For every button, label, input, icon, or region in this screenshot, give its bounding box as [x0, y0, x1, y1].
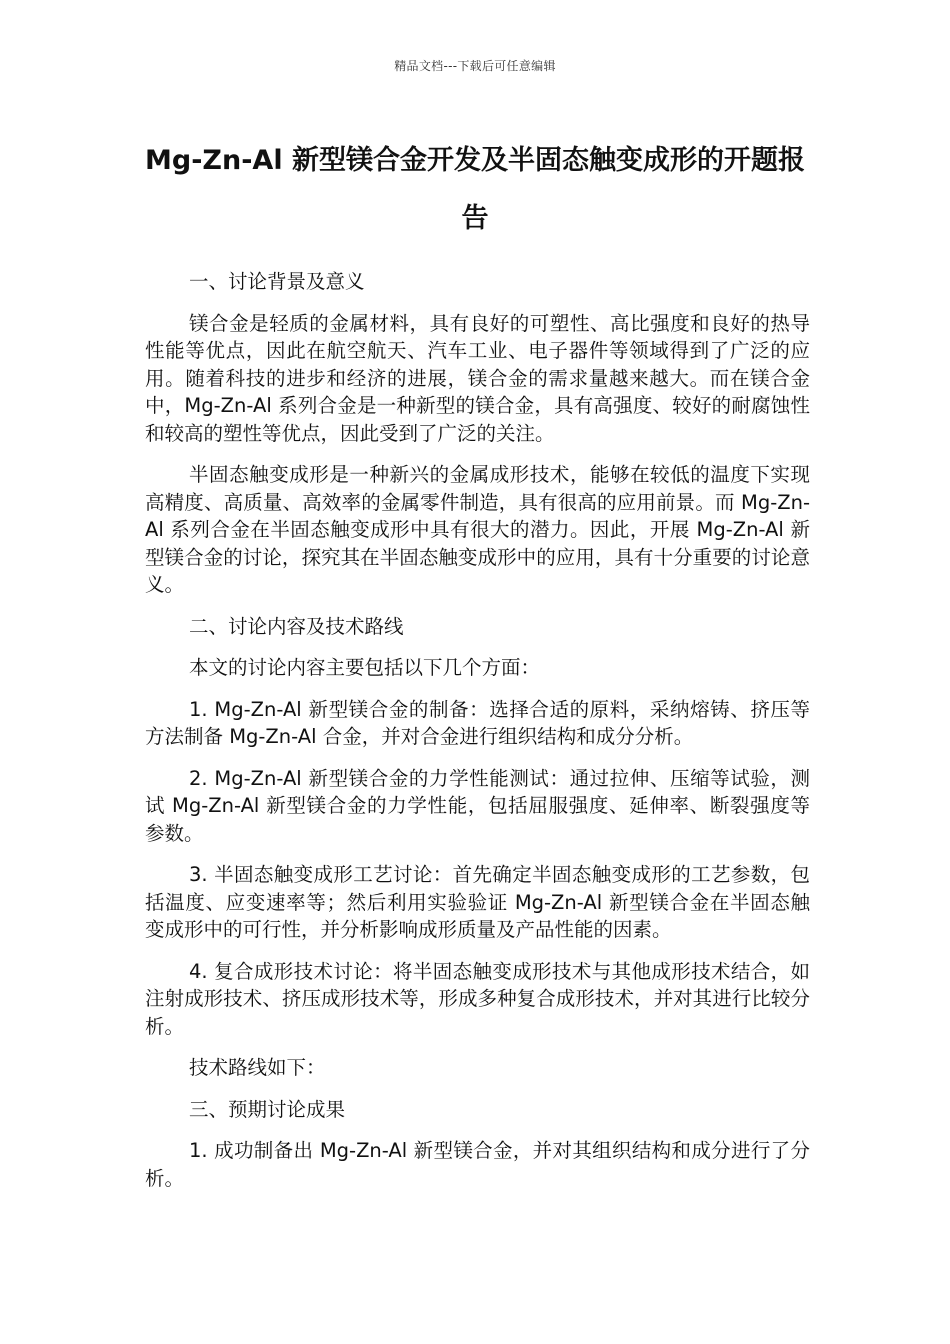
list-item-3: 3. 半固态触变成形工艺讨论：首先确定半固态触变成形的工艺参数，包括温度、应变速率等；然后利用实验验证 Mg-Zn-Al 新型镁合金在半固态触变成形中的可行性，并分析影响成形质量及产品性能的因素。: [145, 863, 810, 941]
paragraph-semi-solid-forming: 半固态触变成形是一种新兴的金属成形技术，能够在较低的温度下实现高精度、高质量、高效率的金属零件制造，具有很高的应用前景。而 Mg-Zn-Al 系列合金在半固态触变成形中具有很大的潜力。因此，开展 Mg-Zn-Al 新型镁合金的讨论，探究其在半固态触变成形中的应用，具有十分重要的讨论意义。: [145, 463, 810, 596]
paragraph-content-intro: 本文的讨论内容主要包括以下几个方面：: [189, 656, 541, 679]
paragraph-magnesium-alloy: 镁合金是轻质的金属材料，具有良好的可塑性、高比强度和良好的热导性能等优点，因此在航空航天、汽车工业、电子器件等领域得到了广泛的应用。随着科技的进步和经济的进展，镁合金的需求量越来越大。而在镁合金中，Mg-Zn-Al 系列合金是一种新型的镁合金，具有高强度、较好的耐腐蚀性和较高的塑性等优点，因此受到了广泛的关注。: [145, 311, 810, 445]
list-item-1: 1. Mg-Zn-Al 新型镁合金的制备：选择合适的原料，采纳熔铸、挤压等方法制备 Mg-Zn-Al 合金，并对合金进行组织结构和成分分析。: [145, 697, 810, 748]
page-header: 精品文档---下载后可任意编辑: [394, 59, 556, 73]
section-heading-results: 三、预期讨论成果: [189, 1097, 346, 1121]
document-title: Mg-Zn-Al 新型镁合金开发及半固态触变成形的开题报告: [145, 145, 805, 234]
document-body: [145, 268, 810, 1206]
paragraph-technical-route: 技术路线如下：: [189, 1056, 326, 1079]
list-item-2: 2. Mg-Zn-Al 新型镁合金的力学性能测试：通过拉伸、压缩等试验，测试 Mg-Zn-Al 新型镁合金的力学性能，包括屈服强度、延伸率、断裂强度等参数。: [145, 766, 810, 845]
list-item-4: 4. 复合成形技术讨论：将半固态触变成形技术与其他成形技术结合，如注射成形技术、挤压成形技术等，形成多种复合成形技术，并对其进行比较分析。: [145, 959, 810, 1038]
result-item-1: 1. 成功制备出 Mg-Zn-Al 新型镁合金，并对其组织结构和成分进行了分析。: [145, 1139, 810, 1190]
section-heading-content: 二、讨论内容及技术路线: [189, 614, 404, 638]
section-heading-background: 一、讨论背景及意义: [189, 270, 365, 293]
